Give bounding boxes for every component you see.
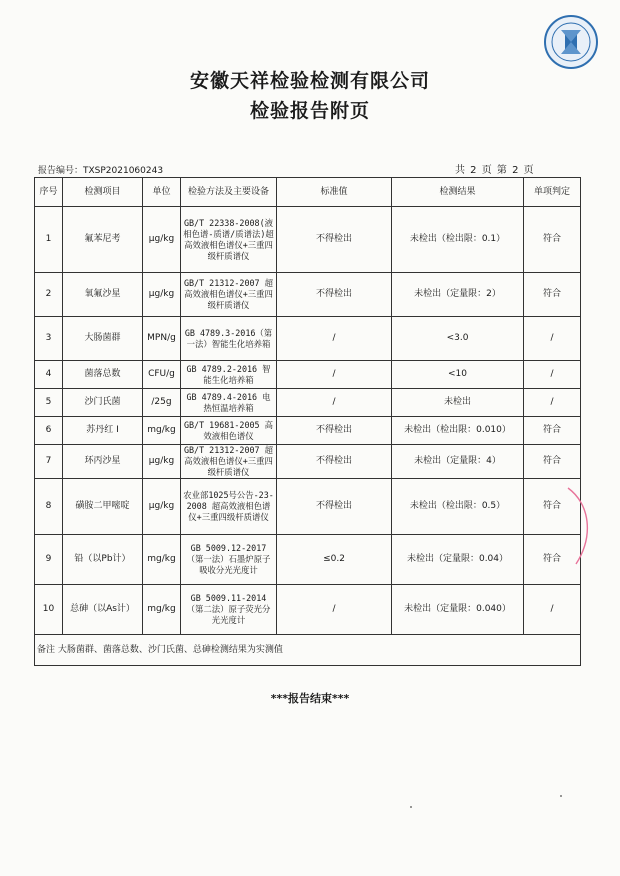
cell-unit: mg/kg <box>143 535 181 585</box>
cell-standard: / <box>277 317 392 361</box>
cell-item: 铅（以Pb计） <box>63 535 143 585</box>
cell-no: 5 <box>35 389 63 417</box>
cell-item: 氟苯尼考 <box>63 207 143 273</box>
cell-result: <3.0 <box>392 317 524 361</box>
cell-item: 沙门氏菌 <box>63 389 143 417</box>
table-row <box>35 317 581 361</box>
cell-method: GB 5009.11-2014（第二法）原子荧光分光光度计 <box>181 585 277 635</box>
cell-unit: MPN/g <box>143 317 181 361</box>
cell-standard: 不得检出 <box>277 445 392 479</box>
cell-result: 未检出（定量限：4） <box>392 445 524 479</box>
cell-judgment: / <box>524 317 581 361</box>
header-method: 检验方法及主要设备 <box>181 178 277 207</box>
cell-no: 1 <box>35 207 63 273</box>
cell-unit: /25g <box>143 389 181 417</box>
cell-standard: 不得检出 <box>277 273 392 317</box>
cell-method: GB 4789.3-2016（第一法）智能生化培养箱 <box>181 317 277 361</box>
note-text: 备注 大肠菌群、菌落总数、沙门氏菌、总砷检测结果为实测值 <box>35 635 581 666</box>
cell-unit: mg/kg <box>143 417 181 445</box>
cell-result: 未检出 <box>392 389 524 417</box>
cell-method: 农业部1025号公告-23-2008 超高效液相色谱仪+三重四级杆质谱仪 <box>181 479 277 535</box>
report-number: 报告编号：TXSP2021060243 <box>38 166 164 176</box>
note-row <box>35 635 581 666</box>
company-name: 安徽天祥检验检测有限公司 <box>189 70 430 92</box>
cell-judgment: 符合 <box>524 535 581 585</box>
cell-standard: 不得检出 <box>277 417 392 445</box>
cell-judgment: / <box>524 585 581 635</box>
cell-method: GB 4789.4-2016 电热恒温培养箱 <box>181 389 277 417</box>
table-row <box>35 445 581 479</box>
scan-speck <box>410 806 412 808</box>
cell-method: GB/T 21312-2007 超高效液相色谱仪+三重四级杆质谱仪 <box>181 445 277 479</box>
cell-judgment: / <box>524 389 581 417</box>
cell-judgment: 符合 <box>524 445 581 479</box>
cell-no: 10 <box>35 585 63 635</box>
cell-standard: 不得检出 <box>277 479 392 535</box>
header-no: 序号 <box>35 178 63 207</box>
cell-item: 氧氟沙星 <box>63 273 143 317</box>
cell-item: 环丙沙星 <box>63 445 143 479</box>
cell-result: <10 <box>392 361 524 389</box>
cell-judgment: 符合 <box>524 479 581 535</box>
results-table <box>34 177 581 666</box>
report-end: ***报告结束*** <box>270 692 350 705</box>
header-result: 检测结果 <box>392 178 524 207</box>
table-row <box>35 535 581 585</box>
cell-result: 未检出（检出限：0.010） <box>392 417 524 445</box>
cell-standard: / <box>277 361 392 389</box>
cell-unit: μg/kg <box>143 445 181 479</box>
cell-item: 菌落总数 <box>63 361 143 389</box>
cell-judgment: 符合 <box>524 207 581 273</box>
table-row <box>35 479 581 535</box>
cell-judgment: / <box>524 361 581 389</box>
cell-result: 未检出（定量限：2） <box>392 273 524 317</box>
cell-method: GB/T 22338-2008(液相色谱-质谱/质谱法)超高效液相色谱仪+三重四级杆质谱仪 <box>181 207 277 273</box>
table-row <box>35 417 581 445</box>
cell-no: 8 <box>35 479 63 535</box>
cell-item: 苏丹红 I <box>63 417 143 445</box>
cell-no: 4 <box>35 361 63 389</box>
table-row <box>35 361 581 389</box>
cell-result: 未检出（检出限：0.1） <box>392 207 524 273</box>
page-title: 检验报告附页 <box>249 100 370 122</box>
cell-item: 磺胺二甲嘧啶 <box>63 479 143 535</box>
header-judgment: 单项判定 <box>524 178 581 207</box>
table-row <box>35 585 581 635</box>
pen-mark <box>560 486 600 566</box>
table-row <box>35 389 581 417</box>
cell-result: 未检出（检出限：0.5） <box>392 479 524 535</box>
cell-unit: μg/kg <box>143 273 181 317</box>
scan-speck <box>560 795 562 797</box>
cell-item: 总砷（以As计） <box>63 585 143 635</box>
cell-result: 未检出（定量限：0.04） <box>392 535 524 585</box>
cell-item: 大肠菌群 <box>63 317 143 361</box>
header-standard: 标准值 <box>277 178 392 207</box>
cell-no: 7 <box>35 445 63 479</box>
cell-method: GB 5009.12-2017（第一法）石墨炉原子吸收分光光度计 <box>181 535 277 585</box>
table-row <box>35 207 581 273</box>
cell-unit: mg/kg <box>143 585 181 635</box>
cell-no: 3 <box>35 317 63 361</box>
cell-result: 未检出（定量限：0.040） <box>392 585 524 635</box>
table-header-row <box>35 178 581 207</box>
table-row <box>35 273 581 317</box>
cell-standard: / <box>277 389 392 417</box>
cell-standard: 不得检出 <box>277 207 392 273</box>
cell-method: GB/T 19681-2005 高效液相色谱仪 <box>181 417 277 445</box>
cell-standard: / <box>277 585 392 635</box>
cell-unit: μg/kg <box>143 207 181 273</box>
company-seal-icon <box>543 14 599 70</box>
cell-method: GB/T 21312-2007 超高效液相色谱仪+三重四级杆质谱仪 <box>181 273 277 317</box>
cell-no: 9 <box>35 535 63 585</box>
cell-method: GB 4789.2-2016 智能生化培养箱 <box>181 361 277 389</box>
cell-standard: ≤0.2 <box>277 535 392 585</box>
header-unit: 单位 <box>143 178 181 207</box>
cell-judgment: 符合 <box>524 273 581 317</box>
cell-no: 6 <box>35 417 63 445</box>
cell-no: 2 <box>35 273 63 317</box>
cell-unit: CFU/g <box>143 361 181 389</box>
page-info: 共 2 页 第 2 页 <box>455 165 534 176</box>
cell-unit: μg/kg <box>143 479 181 535</box>
header-item: 检测项目 <box>63 178 143 207</box>
cell-judgment: 符合 <box>524 417 581 445</box>
